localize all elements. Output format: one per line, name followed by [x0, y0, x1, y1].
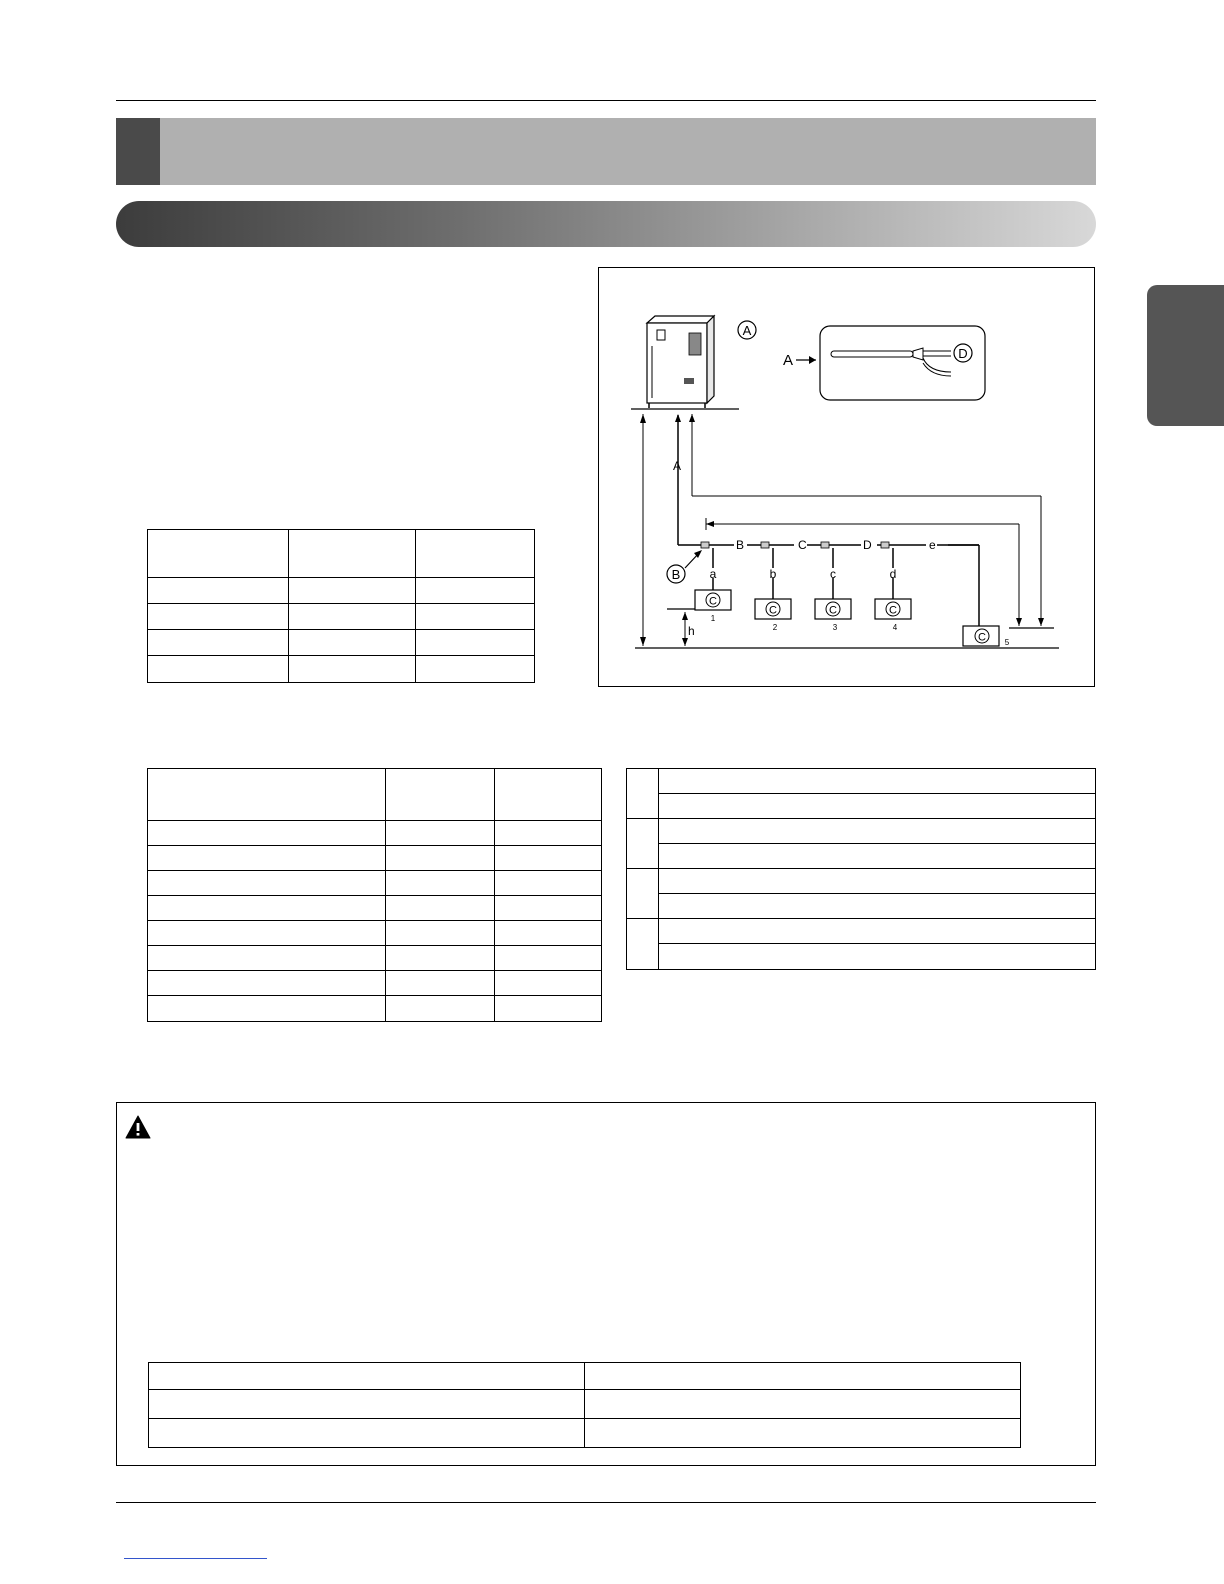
table-cell: [148, 871, 386, 896]
table-cell: [495, 996, 602, 1022]
table-cell: [386, 946, 495, 971]
table-cell: [416, 656, 535, 683]
legend-key-cell: [627, 919, 659, 970]
pipe-e-label: e: [929, 538, 936, 552]
table-cell: [659, 944, 1096, 970]
indoor-unit-icon: [815, 599, 851, 619]
indoor-unit-3-c: C: [829, 604, 837, 617]
pipe-size-table: [147, 529, 535, 683]
header-rule: [116, 100, 1096, 101]
table-row: [627, 944, 1096, 970]
legend-table: [626, 768, 1096, 970]
table-cell: [386, 896, 495, 921]
branch-fitting: [821, 542, 829, 548]
table-row: [148, 871, 602, 896]
table-header-cell: [386, 769, 495, 821]
table-header-row: [148, 530, 535, 578]
unit-1-number: 1: [710, 614, 716, 623]
table-cell: [289, 604, 416, 630]
indoor-unit-icon: [755, 599, 791, 619]
indoor-unit-1-c: C: [709, 595, 717, 608]
table-cell: [148, 656, 289, 683]
table-row: [627, 869, 1096, 894]
indoor-unit-4-c: C: [889, 604, 897, 617]
table-cell: [386, 846, 495, 871]
branch-fitting: [701, 542, 709, 548]
pipe-b-label: B: [736, 538, 745, 552]
branch-fitting: [881, 542, 889, 548]
piping-diagram-svg: [599, 268, 1096, 688]
table-cell: [416, 630, 535, 656]
table-row: [148, 630, 535, 656]
warning-icon: [125, 1115, 151, 1139]
height-h-label: h: [688, 624, 695, 638]
table-cell: [416, 604, 535, 630]
table-row: [148, 604, 535, 630]
callout-b-label: B: [671, 567, 681, 582]
unit-2-number: 2: [772, 623, 778, 632]
branch-pipe-inset: [820, 326, 985, 400]
table-cell: [659, 844, 1096, 869]
table-cell: [148, 896, 386, 921]
table-row: [148, 821, 602, 846]
table-row: [627, 919, 1096, 944]
table-cell: [148, 578, 289, 604]
table-cell: [148, 921, 386, 946]
table-cell: [149, 1363, 585, 1390]
branch-c-label: c: [830, 567, 836, 581]
table-cell: [659, 894, 1096, 919]
table-row: [149, 1390, 1021, 1419]
table-cell: [386, 821, 495, 846]
table-cell: [495, 871, 602, 896]
table-cell: [495, 971, 602, 996]
table-cell: [659, 769, 1096, 794]
table-cell: [149, 1390, 585, 1419]
branch-b-label: b: [769, 567, 777, 581]
chapter-side-tab[interactable]: [1147, 285, 1224, 426]
table-cell: [386, 871, 495, 896]
unit-4-number: 4: [892, 623, 898, 632]
table-row: [148, 921, 602, 946]
indoor-unit-icon: [875, 599, 911, 619]
table-cell: [386, 921, 495, 946]
branch-a-label: a: [709, 567, 717, 581]
table-cell: [148, 821, 386, 846]
table-cell: [659, 919, 1096, 944]
callout-a-label: A: [742, 323, 752, 338]
table-header-cell: [416, 530, 535, 578]
callout-d-label: D: [958, 346, 968, 361]
footer-rule: [116, 1502, 1096, 1503]
indoor-unit-icon: [695, 590, 731, 610]
footer-link-underline[interactable]: [124, 1558, 267, 1559]
table-row: [627, 844, 1096, 869]
table-cell: [495, 896, 602, 921]
legend-key-cell: [627, 769, 659, 819]
table-header-row: [148, 769, 602, 821]
table-header-cell: [495, 769, 602, 821]
table-cell: [289, 656, 416, 683]
table-cell: [289, 630, 416, 656]
section-heading-bar: [116, 201, 1096, 247]
legend-key-cell: [627, 869, 659, 919]
table-row: [149, 1419, 1021, 1448]
branch-d-label: d: [889, 567, 897, 581]
table-cell: [149, 1419, 585, 1448]
table-row: [149, 1363, 1021, 1390]
table-cell: [148, 996, 386, 1022]
table-cell: [148, 971, 386, 996]
table-cell: [148, 846, 386, 871]
table-cell: [495, 846, 602, 871]
table-row: [627, 819, 1096, 844]
table-cell: [148, 946, 386, 971]
table-cell: [148, 630, 289, 656]
table-cell: [495, 821, 602, 846]
inset-arrow-label: A: [783, 352, 794, 369]
table-cell: [585, 1363, 1021, 1390]
indoor-unit-2-c: C: [769, 604, 777, 617]
table-cell: [495, 946, 602, 971]
table-cell: [148, 604, 289, 630]
legend-key-cell: [627, 819, 659, 869]
unit-5-number: 5: [1004, 638, 1010, 647]
caution-table: [148, 1362, 1021, 1448]
table-cell: [659, 819, 1096, 844]
chapter-title-marker: [116, 118, 160, 185]
table-row: [148, 946, 602, 971]
pipe-c-label: C: [798, 538, 807, 552]
caution-box: [116, 1102, 1096, 1466]
table-row: [148, 656, 535, 683]
table-cell: [416, 578, 535, 604]
table-cell: [289, 578, 416, 604]
piping-diagram: [598, 267, 1095, 687]
table-row: [627, 894, 1096, 919]
table-row: [148, 578, 535, 604]
table-row: [148, 896, 602, 921]
outdoor-unit-icon: [647, 316, 714, 408]
table-header-cell: [148, 769, 386, 821]
table-header-cell: [289, 530, 416, 578]
table-row: [627, 794, 1096, 819]
chapter-title-bar: [116, 118, 1096, 185]
indoor-unit-icon: [963, 626, 999, 646]
table-row: [148, 996, 602, 1022]
unit-3-number: 3: [832, 623, 838, 632]
branch-fitting: [761, 542, 769, 548]
table-header-cell: [148, 530, 289, 578]
table-cell: [585, 1390, 1021, 1419]
capacity-table: [147, 768, 602, 1022]
table-row: [148, 971, 602, 996]
table-cell: [585, 1419, 1021, 1448]
table-cell: [386, 971, 495, 996]
table-cell: [659, 869, 1096, 894]
table-row: [148, 846, 602, 871]
table-cell: [495, 921, 602, 946]
table-cell: [659, 794, 1096, 819]
pipe-a-label: A: [673, 459, 682, 473]
table-cell: [386, 996, 495, 1022]
indoor-unit-5-c: C: [978, 631, 986, 644]
pipe-d-label: D: [863, 538, 872, 552]
table-row: [627, 769, 1096, 794]
